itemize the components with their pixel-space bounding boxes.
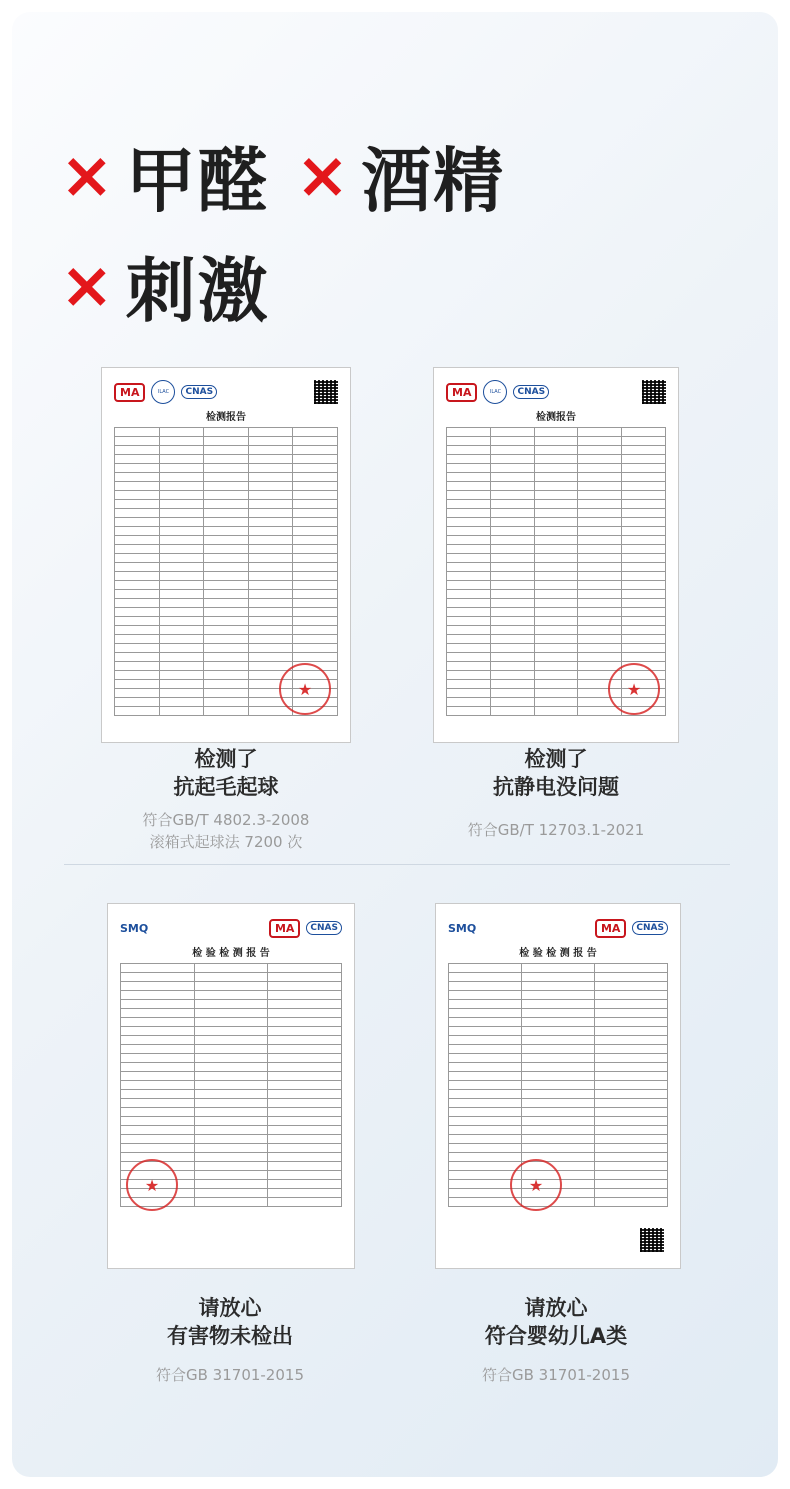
cma-logo: MA xyxy=(446,383,477,402)
cnas-logo: CNAS xyxy=(181,385,217,399)
caption-title-line-1: 检测了 xyxy=(524,747,588,771)
test-report-image-pilling xyxy=(102,368,350,742)
caption-standard: 符合GB 31701-2015 xyxy=(156,1366,304,1384)
caption-title-line-2: 有害物未检出 xyxy=(167,1324,293,1348)
ilac-logo: ILAC xyxy=(483,380,507,404)
red-seal-stamp: ★ xyxy=(126,1159,178,1211)
caption-title-line-2: 符合婴幼儿A类 xyxy=(484,1324,628,1348)
cma-logo: MA xyxy=(595,919,626,938)
caption-antistatic xyxy=(436,745,676,841)
test-report-image-infant xyxy=(436,904,680,1268)
cross-icon: × xyxy=(295,138,352,213)
caption-infant xyxy=(436,1294,676,1386)
headline-word-alcohol: 酒精 xyxy=(361,140,506,222)
cnas-logo: CNAS xyxy=(306,921,342,935)
caption-standard: 符合GB/T 4802.3-2008 xyxy=(142,811,310,829)
section-divider xyxy=(64,864,730,865)
caption-title-line-1: 请放心 xyxy=(524,1296,588,1320)
caption-title-line-1: 请放心 xyxy=(198,1296,262,1320)
qr-code-icon xyxy=(640,1228,664,1252)
headline-row-1 xyxy=(60,125,531,226)
ilac-logo: ILAC xyxy=(151,380,175,404)
report-title: 检测报告 xyxy=(536,412,576,423)
report-title: 检 验 检 测 报 告 xyxy=(519,948,597,959)
smq-logo: SMQ xyxy=(120,921,149,935)
cnas-logo: CNAS xyxy=(632,921,668,935)
red-seal-stamp: ★ xyxy=(279,663,331,715)
cnas-logo: CNAS xyxy=(513,385,549,399)
red-seal-stamp: ★ xyxy=(510,1159,562,1211)
headline-word-formaldehyde: 甲醛 xyxy=(125,140,270,222)
content-card xyxy=(12,12,778,1477)
cross-icon: × xyxy=(60,248,116,323)
caption-title-line-2: 抗起毛起球 xyxy=(173,775,279,799)
report-title: 检测报告 xyxy=(206,412,246,423)
headline-word-irritation: 刺激 xyxy=(125,250,270,332)
red-seal-stamp: ★ xyxy=(608,663,660,715)
headline-row-2 xyxy=(60,235,296,336)
caption-standard: 符合GB/T 12703.1-2021 xyxy=(467,821,645,839)
caption-pilling xyxy=(106,745,346,853)
report-title: 检 验 检 测 报 告 xyxy=(192,948,270,959)
qr-code-icon xyxy=(314,380,338,404)
caption-title-line-2: 抗静电没问题 xyxy=(493,775,619,799)
smq-logo: SMQ xyxy=(448,921,477,935)
cma-logo: MA xyxy=(114,383,145,402)
caption-title-line-1: 检测了 xyxy=(194,747,258,771)
qr-code-icon xyxy=(642,380,666,404)
cma-logo: MA xyxy=(269,919,300,938)
cross-icon: × xyxy=(60,138,116,213)
caption-standard: 符合GB 31701-2015 xyxy=(482,1366,630,1384)
test-report-image-harmful xyxy=(108,904,354,1268)
caption-method: 滚箱式起球法 7200 次 xyxy=(149,833,303,851)
test-report-image-antistatic xyxy=(434,368,678,742)
caption-harmful xyxy=(110,1294,350,1386)
